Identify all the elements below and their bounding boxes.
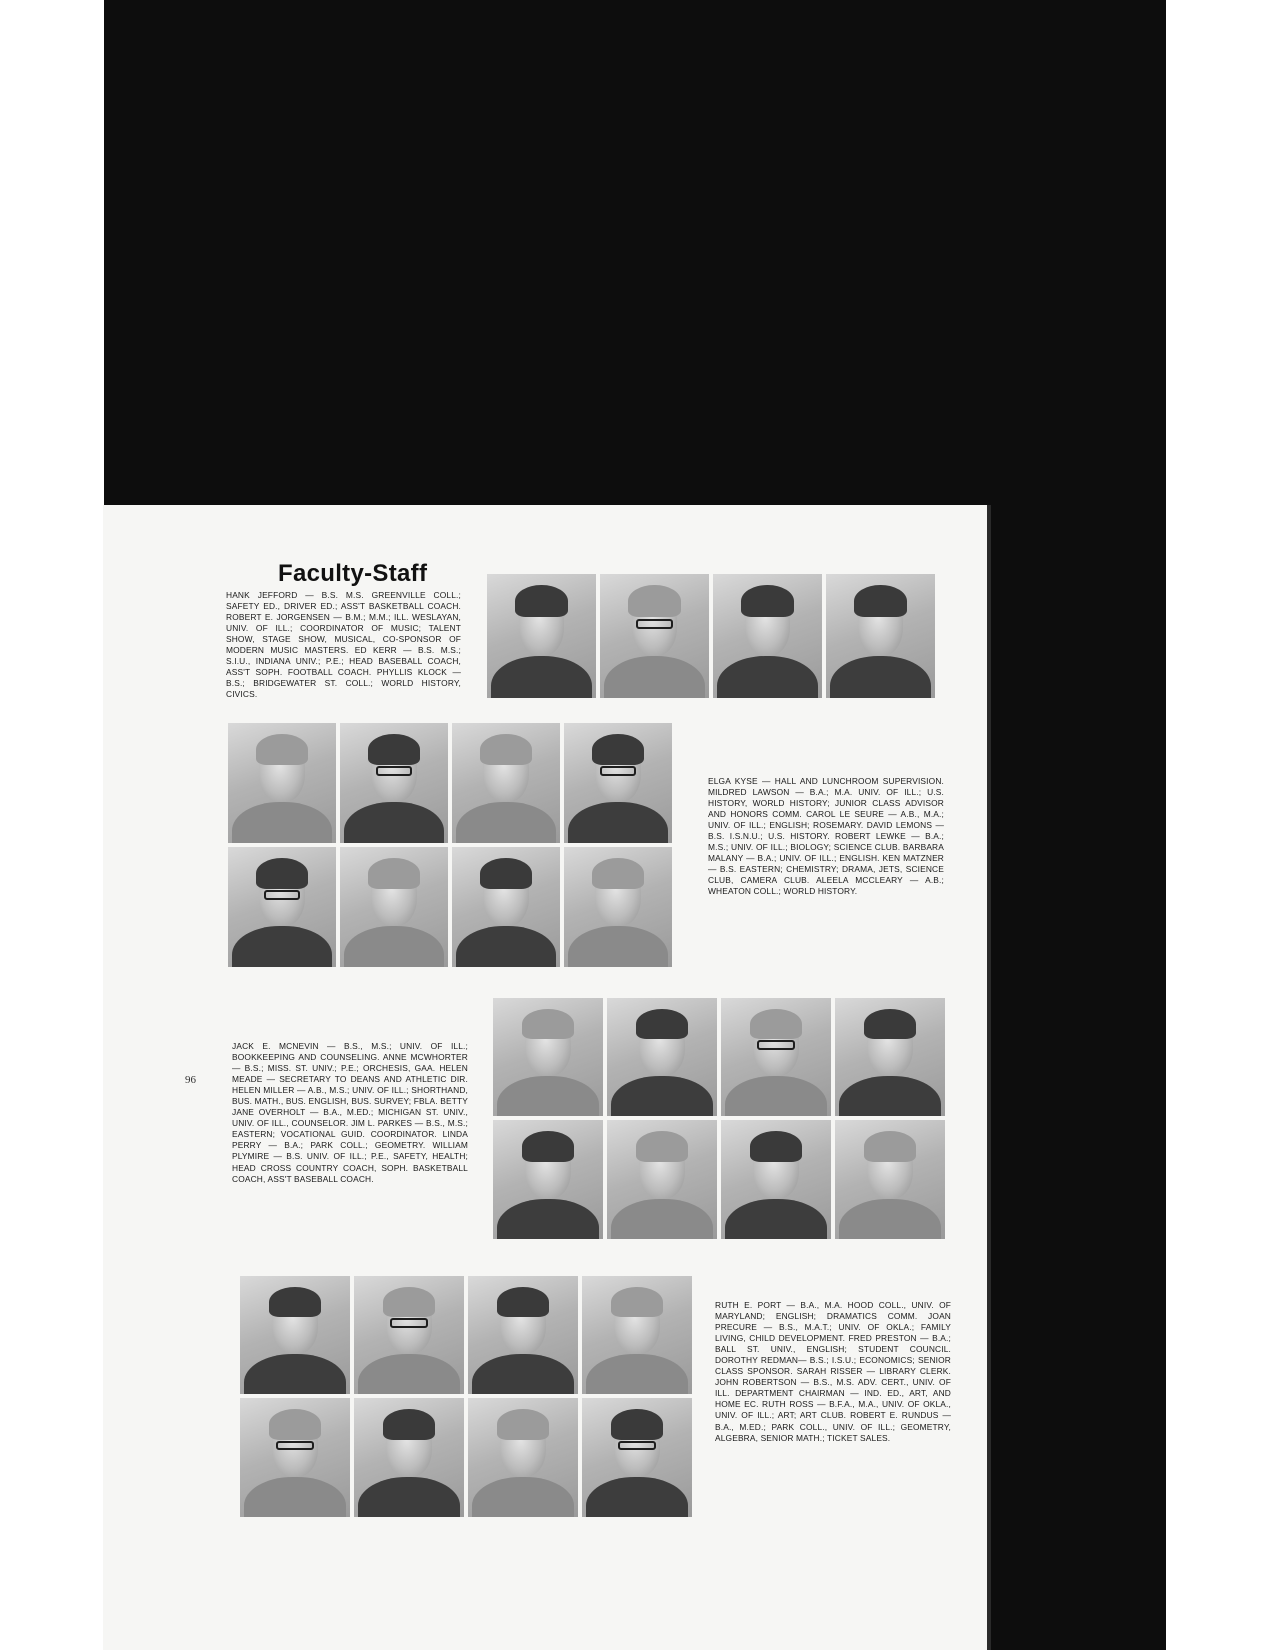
faculty-photo (468, 1398, 578, 1517)
page-edge (987, 505, 991, 1650)
faculty-photo (240, 1276, 350, 1394)
photo-grid-1 (487, 574, 935, 698)
faculty-photo (340, 723, 448, 843)
faculty-photo (354, 1276, 464, 1394)
caption-block-1: HANK JEFFORD — B.S. M.S. GREENVILLE COLL.; SAFETY ED., DRIVER ED.; ASS'T BASKETBALL COACH. ROBERT E. JORGENSEN — B.M.; M.M.; ILL. WESLAYAN, UNIV. OF ILL.; COORDINATOR OF MUSIC; TALENT SHOW, STAGE SHOW, MUSICAL, CO-SPONSOR OF MODERN MUSIC MASTERS. ED KERR — B.S. M.S.; S.I.U., INDIANA UNIV.; P.E.; HEAD BASEBALL COACH, ASS'T SOPH. FOOTBALL COACH. PHYLLIS KLOCK — B.S.; BRIDGEWATER ST. COLL.; WORLD HISTORY, CIVICS. (226, 590, 461, 700)
faculty-photo (493, 1120, 603, 1239)
faculty-photo (354, 1398, 464, 1517)
faculty-photo (607, 1120, 717, 1239)
photo-grid-2 (228, 723, 672, 967)
faculty-photo (582, 1276, 692, 1394)
faculty-photo (468, 1276, 578, 1394)
page-title: Faculty-Staff (278, 560, 428, 587)
faculty-photo (240, 1398, 350, 1517)
faculty-photo (487, 574, 596, 698)
faculty-photo (452, 723, 560, 843)
photo-grid-3 (493, 998, 945, 1239)
faculty-photo (721, 998, 831, 1116)
faculty-photo (600, 574, 709, 698)
faculty-photo (228, 847, 336, 967)
faculty-photo (835, 1120, 945, 1239)
faculty-photo (582, 1398, 692, 1517)
faculty-photo (564, 723, 672, 843)
photo-grid-4 (240, 1276, 692, 1517)
faculty-photo (713, 574, 822, 698)
caption-block-3: JACK E. MCNEVIN — B.S., M.S.; UNIV. OF ILL.; BOOKKEEPING AND COUNSELING. ANNE MCWHORTER — B.S.; MISS. ST. UNIV.; P.E.; ORCHESIS, GAA. HELEN MEADE — SECRETARY TO DEANS AND ATHLETIC DIR. HELEN MILLER — A.B., M.S.; UNIV. OF ILL.; SHORTHAND, BUS. MATH., BUS. ENGLISH, BUS. SURVEY; FBLA. BETTY JANE OVERHOLT — B.A., M.ED.; MICHIGAN ST. UNIV., UNIV. OF ILL., COUNSELOR. JIM L. PARKES — B.S., M.S.; EASTERN; VOCATIONAL GUID. COORDINATOR. LINDA PERRY — B.A.; PARK COLL.; GEOMETRY. WILLIAM PLYMIRE — B.S. UNIV. OF ILL.; P.E., SAFETY, HEALTH; HEAD CROSS COUNTRY COACH, SOPH. BASKETBALL COACH, ASS'T BASEBALL COACH. (232, 1041, 468, 1184)
faculty-photo (452, 847, 560, 967)
caption-block-4: RUTH E. PORT — B.A., M.A. HOOD COLL., UNIV. OF MARYLAND; ENGLISH; DRAMATICS COMM. JOAN PRECURE — B.S., M.A.T.; UNIV. OF OKLA.; FAMILY LIVING, CHILD DEVELOPMENT. FRED PRESTON — B.A.; BALL ST. UNIV., ENGLISH; STUDENT COUNCIL. DOROTHY REDMAN— B.S.; I.S.U.; ECONOMICS; SENIOR CLASS SPONSOR. SARAH RISSER — LIBRARY CLERK. JOHN ROBERTSON — B.S., M.S. ADV. CERT., UNIV. OF ILL. DEPARTMENT CHAIRMAN — IND. ED., ART, AND HOME EC. RUTH ROSS — B.F.A., M.A., UNIV. OF OKLA., UNIV. OF ILL.; ART; ART CLUB. ROBERT E. RUNDUS — B.A., M.ED.; PARK COLL., UNIV. OF ILL.; GEOMETRY, ALGEBRA, SENIOR MATH.; TICKET SALES. (715, 1300, 951, 1443)
faculty-photo (493, 998, 603, 1116)
faculty-photo (340, 847, 448, 967)
caption-block-2: ELGA KYSE — HALL AND LUNCHROOM SUPERVISION. MILDRED LAWSON — B.A.; M.A. UNIV. OF ILL.; U.S. HISTORY, WORLD HISTORY; JUNIOR CLASS ADVISOR AND HONORS COMM. CAROL LE SEURE — A.B., M.A.; UNIV. OF ILL.; ENGLISH; ROSEMARY. DAVID LEMONS — B.S. I.S.N.U.; U.S. HISTORY. ROBERT LEWKE — B.A.; M.S.; UNIV. OF ILL.; BIOLOGY; SCIENCE CLUB. BARBARA MALANY — B.A.; UNIV. OF ILL.; ENGLISH. KEN MATZNER — B.S. EASTERN; CHEMISTRY; DRAMA, JETS, SCIENCE CLUB, CAMERA CLUB. ALEELA MCCLEARY — A.B.; WHEATON COLL.; WORLD HISTORY. (708, 776, 944, 897)
page-number: 96 (185, 1074, 196, 1086)
faculty-photo (564, 847, 672, 967)
faculty-photo (835, 998, 945, 1116)
faculty-photo (228, 723, 336, 843)
faculty-photo (607, 998, 717, 1116)
faculty-photo (721, 1120, 831, 1239)
faculty-photo (826, 574, 935, 698)
